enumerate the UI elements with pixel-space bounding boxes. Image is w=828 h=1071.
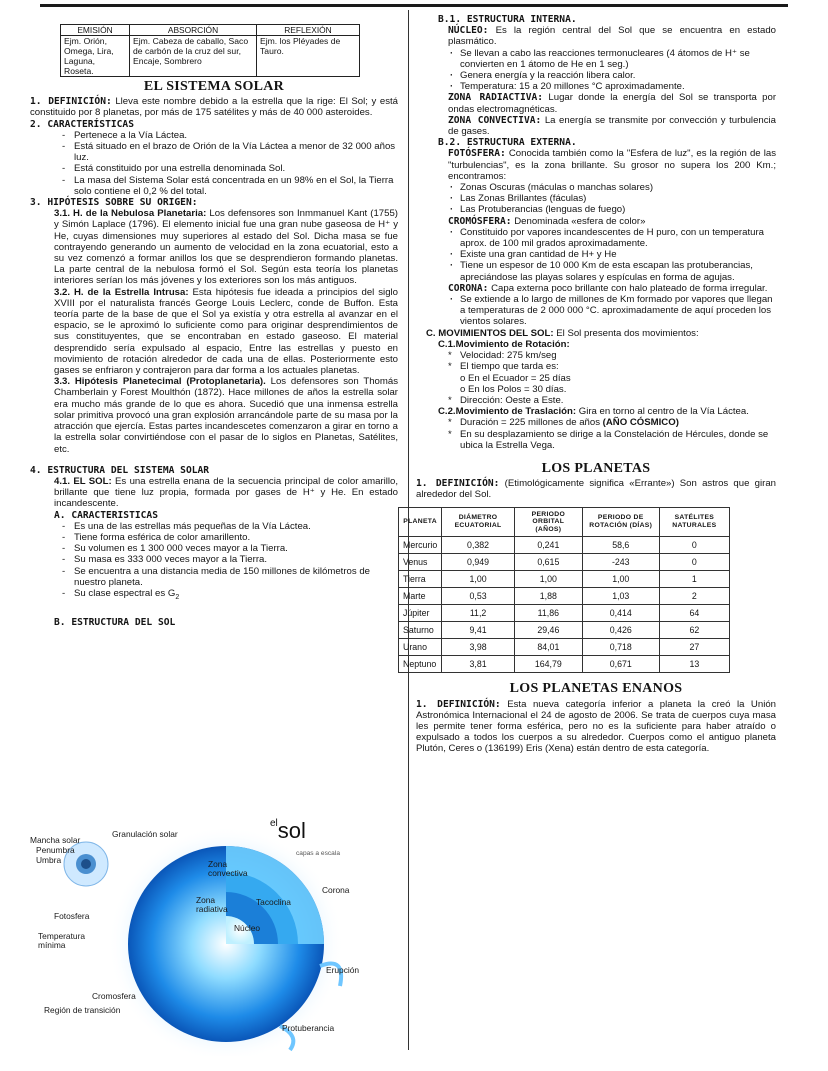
paragraph: Los defensores son Inmmanuel Kant (1755) y Simón Laplace (1796). El elemento inicial fue una gran nube gaseosa de H⁺ y He, cuyas dimensiones muy superiores al estado del Sol. Dicha masa se fue contrayendo generando un aumento de velocidad en la zona ecuatorial, esto a su vez comenzó a formar anillos los que se desprendieron formando planetas. La parte central de la nebulosa formó el Sol. Según esta teoría los planetas interiores serían los más jóvenes y los exteriores son los más antiguos. xyxy=(54,208,398,287)
table-row xyxy=(399,588,730,605)
planets-table xyxy=(398,507,730,674)
table-cell: 1,88 xyxy=(514,588,582,605)
table-cell: Marte xyxy=(399,588,442,605)
label-granulacion: Granulación solar xyxy=(112,829,178,839)
table-cell: Saturno xyxy=(399,622,442,639)
label-zona-convectiva: Zona convectiva xyxy=(208,859,248,878)
label-temperatura: Temperatura mínima xyxy=(38,931,86,950)
list-item: · Existe una gran cantidad de H+ y He xyxy=(460,249,776,260)
label-erupcion: Erupción xyxy=(326,965,360,975)
paragraph: Esta hipótesis fue ideada a principios del siglo XVIII por el naturalista francés George Louis Leclerc, conde de Buffon. Esta teoría parte de la base de que el Sol ya existía y otra estrella al avanzar en el espacio, se le aproximó lo suficiente como para originar desprendimientos de sus constituyentes, que se encontraban en estado gaseoso. El material desprendido sería expulsado al espacio, Entre las estrellas y puesto en movimiento de rotación alrededor de cada una de ellas. Posteriormente esto gases se enfriaron y contrajeron para dar forma a los actuales planetas. xyxy=(54,286,398,377)
figure-title-small: el xyxy=(270,818,278,829)
table-cell: 1,00 xyxy=(514,571,582,588)
subheading: ZONA CONVECTIVA: xyxy=(448,114,542,126)
table-cell: Tierra xyxy=(399,571,442,588)
list-item: · Las Zonas Brillantes (fáculas) xyxy=(460,193,776,204)
subheading: CROMÓSFERA: xyxy=(448,215,512,227)
table-header: REFLEXIÓN xyxy=(257,25,360,36)
list-item: - Está situado en el brazo de Orión de la Vía Láctea a menor de 32 000 años luz. xyxy=(74,141,398,163)
heading: 4. ESTRUCTURA DEL SISTEMA SOLAR xyxy=(30,464,210,476)
table-header: DIÁMETRO ECUATORIAL xyxy=(442,507,515,537)
bullet-list xyxy=(30,521,398,603)
subheading: 3.2. H. de la Estrella Intrusa: xyxy=(54,286,189,298)
nebula-types-table xyxy=(60,24,360,77)
list-item: · Las Protuberancias (lenguas de fuego) xyxy=(460,204,776,215)
paragraph: Conocida también como la "Esfera de luz", es la región de las "turbulencias", es la zona brillante. Su grosor no supera los 200 Km.; encontramos: xyxy=(448,148,776,182)
list-item xyxy=(74,588,398,603)
table-cell: Urano xyxy=(399,639,442,656)
table-header: PERIODO ORBITAL (AÑOS) xyxy=(514,507,582,537)
subheading: 4.1. EL SOL: xyxy=(54,475,112,487)
table-cell: 58,6 xyxy=(582,537,659,554)
table-header: EMISIÓN xyxy=(61,25,130,36)
heading: C. MOVIMIENTOS DEL SOL: xyxy=(426,327,554,339)
table-cell: 9,41 xyxy=(442,622,515,639)
label-cromosfera: Cromosfera xyxy=(92,991,136,1001)
section-title: LOS PLANETAS xyxy=(541,460,651,476)
section-title: EL SISTEMA SOLAR xyxy=(143,79,285,94)
heading: 3. HIPÓTESIS SOBRE SU ORIGEN: xyxy=(30,197,198,209)
table-cell: 11,2 xyxy=(442,605,515,622)
bullet-list xyxy=(416,417,776,451)
table-cell: 0 xyxy=(659,554,729,571)
list-item: * En su desplazamiento se dirige a la Constelación de Hércules, donde se ubica la Estrella Vega. xyxy=(460,429,776,451)
paragraph: Denominada «esfera de color» xyxy=(514,215,646,227)
subheading: ZONA RADIACTIVA: xyxy=(448,92,544,104)
table-cell: 29,46 xyxy=(514,622,582,639)
paragraph: Lleva este nombre debido a la estrella que la rige: El Sol; y está constituido por 8 planetas, por más de 175 satélites y más de 40 000 asteroides. xyxy=(30,96,398,119)
list-item: · Zonas Oscuras (máculas o manchas solares) xyxy=(460,182,776,193)
table-cell: 1,03 xyxy=(582,588,659,605)
table-cell: 1,00 xyxy=(582,571,659,588)
subheading: A. CARACTERISTICAS xyxy=(54,509,158,521)
list-item: · Se llevan a cabo las reacciones termonucleares (4 átomos de H⁺ se convierten en 1 átomo de He en 1 seg.) xyxy=(460,48,776,70)
label-mancha: Mancha solar xyxy=(30,835,81,845)
list-item: · Genera energía y la reacción libera calor. xyxy=(460,70,776,81)
table-row xyxy=(399,554,730,571)
heading: 1. DEFINICIÓN: xyxy=(30,96,112,108)
table-cell: Ejm. Cabeza de caballo, Saco de carbón de la cruz del sur, Encaje, Sombrero xyxy=(130,36,257,77)
section-title: LOS PLANETAS ENANOS xyxy=(509,681,683,697)
list-item: - La masa del Sistema Solar está concentrada en un 98% en el Sol, la Tierra solo contiene el 0,2 % del total. xyxy=(74,175,398,197)
subheading: 3.1. H. de la Nebulosa Planetaria: xyxy=(54,208,207,220)
paragraph: Los defensores son Thomás Chamberlain y Forest Moulthón (1872). Hace millones de años la estrella solar era mucho más grande de lo que es ahora. Sucedió que una inmensa estrella solar primitiva provocó una gran explosión arrancándole parte de su masa por la atracción que ejercía. Estas partes incandescetes comenzaron a girar en torno a la estrella solar convirtiéndose con el pasar de lo siglos en Planetas, Satélites, etc. xyxy=(54,376,398,455)
table-cell: 0,949 xyxy=(442,554,515,571)
table-cell: 0,718 xyxy=(582,639,659,656)
list-item: · Temperatura: 15 a 20 millones °C aproximadamente. xyxy=(460,81,776,92)
subheading: FOTÓSFERA: xyxy=(448,148,506,160)
list-item: * El tiempo que tarda es: xyxy=(460,361,776,372)
list-item: * Velocidad: 275 km/seg xyxy=(460,350,776,361)
heading: B.2. ESTRUCTURA EXTERNA. xyxy=(438,137,577,149)
table-cell: 27 xyxy=(659,639,729,656)
table-cell: 2 xyxy=(659,588,729,605)
umbra-core xyxy=(81,859,91,869)
table-row xyxy=(399,605,730,622)
heading: 1. DEFINICIÓN: xyxy=(416,478,500,490)
paragraph: Gira en torno al centro de la Vía Láctea. xyxy=(578,406,749,418)
figure-title-big: sol xyxy=(277,818,306,843)
list-item: - Es una de las estrellas más pequeñas de la Vía Láctea. xyxy=(74,521,398,532)
list-item-text: Su clase espectral es G xyxy=(74,587,176,599)
subheading: C.1.Movimiento de Rotación: xyxy=(438,338,570,350)
list-item: - Se encuentra a una distancia media de 150 millones de kilómetros de nuestro planeta. xyxy=(74,566,398,588)
label-protuberancia: Protuberancia xyxy=(282,1023,335,1033)
subheading: 3.3. Hipótesis Planetecimal (Protoplanetaria). xyxy=(54,376,266,388)
list-item: · Constituido por vapores incandescentes de H puro, con un temperatura aprox. de 100 mil grados aproximadamente. xyxy=(460,227,776,249)
label-penumbra: Penumbra xyxy=(36,845,75,855)
table-cell: Ejm. los Pléyades de Tauro. xyxy=(257,36,360,77)
table-row xyxy=(399,656,730,673)
label-fotosfera: Fotosfera xyxy=(54,911,90,921)
bullet-list xyxy=(416,350,776,372)
paragraph: Es la región central del Sol que se encuentra en estado plasmático. xyxy=(448,25,776,48)
table-cell: 0,241 xyxy=(514,537,582,554)
label-tacoclina: Tacoclina xyxy=(256,897,291,907)
list-item: · Se extiende a lo largo de millones de Km formado por vapores que llegan a temperaturas de 2 000 000 °C. aproximadamente de aquí proceden los vientos solares. xyxy=(460,294,776,328)
paragraph: Capa externa poco brillante con halo plateado de forma irregular. xyxy=(491,282,768,294)
table-cell: -243 xyxy=(582,554,659,571)
table-cell: Neptuno xyxy=(399,656,442,673)
list-item: · Tiene un espesor de 10 000 Km de esta escapan las protuberancias, apreciándose las playas solares y espículas en forma de agujas. xyxy=(460,260,776,282)
label-zona-radiativa: Zona radiativa xyxy=(196,895,228,914)
subheading: C.2.Movimiento de Traslación: xyxy=(438,406,577,418)
table-cell: 0,414 xyxy=(582,605,659,622)
heading: 1. DEFINICIÓN: xyxy=(416,698,501,710)
table-cell: 64 xyxy=(659,605,729,622)
subheading: CORONA: xyxy=(448,282,489,294)
table-cell: 0 xyxy=(659,537,729,554)
table-cell: 1,00 xyxy=(442,571,515,588)
table-cell: 0,671 xyxy=(582,656,659,673)
list-item: - Pertenece a la Vía Láctea. xyxy=(74,130,398,141)
list-item-bold: (AÑO CÓSMICO) xyxy=(602,417,679,429)
list-item-text: Duración = 225 millones de años xyxy=(460,417,600,429)
table-cell: 1 xyxy=(659,571,729,588)
paragraph: Lugar donde la energía del Sol se transporta por ondas electromagnéticas. xyxy=(448,92,777,115)
paragraph: Esta nueva categoría inferior a planeta la creó la Unión Astronómica Internacional el 24 de agosto de 2006. Se trata de cuerpos cuya masa les permite tener forma esférica, pero no es la suficiente para haber atraído o expulsado a todos los cuerpos a su alrededor. Cuerpos como el antiguo planeta Plutón, Ceres o (136199) Eris (Xena) están dentro de esta categoría. xyxy=(416,698,776,755)
table-cell: 164,79 xyxy=(514,656,582,673)
list-item: - Está constituido por una estrella denominada Sol. xyxy=(74,163,398,174)
list-item: - Su volumen es 1 300 000 veces mayor a la Tierra. xyxy=(74,543,398,554)
table-cell: 3,98 xyxy=(442,639,515,656)
list-item xyxy=(460,417,776,428)
sun-structure-diagram xyxy=(30,816,378,1056)
table-header: PLANETA xyxy=(399,507,442,537)
table-cell: Ejm. Orión, Omega, Lira, Laguna, Roseta. xyxy=(61,36,130,77)
label-nucleo: Núcleo xyxy=(234,923,261,933)
heading: B.1. ESTRUCTURA INTERNA. xyxy=(438,14,577,25)
sub-item: o En los Polos = 30 días. xyxy=(460,383,567,395)
table-cell: 11,86 xyxy=(514,605,582,622)
table-cell: 13 xyxy=(659,656,729,673)
subheading: B. ESTRUCTURA DEL SOL xyxy=(54,617,176,629)
scale-note: capas a escala xyxy=(296,850,340,857)
left-column xyxy=(30,24,398,628)
heading: 2. CARACTERÍSTICAS xyxy=(30,118,134,130)
table-cell: 84,01 xyxy=(514,639,582,656)
bullet-list xyxy=(416,48,776,93)
paragraph: El Sol presenta dos movimientos: xyxy=(556,327,699,339)
label-transicion: Región de transición xyxy=(44,1005,121,1015)
subscript: 2 xyxy=(175,593,180,601)
table-row xyxy=(399,571,730,588)
bullet-list xyxy=(416,227,776,283)
subheading: NÚCLEO: xyxy=(448,25,489,37)
table-cell: Júpiter xyxy=(399,605,442,622)
list-item: - Su masa es 333 000 veces mayor a la Tierra. xyxy=(74,554,398,565)
table-cell: 62 xyxy=(659,622,729,639)
paragraph: Es una estrella enana de la secuencia principal de color amarillo, brillante que tiene luz propia, formada por gases de H⁺ y He. En estado incandescente. xyxy=(54,475,398,510)
table-cell: 0,426 xyxy=(582,622,659,639)
paragraph: La energía se transmite por convección y turbulencia de gases. xyxy=(448,114,777,138)
label-corona: Corona xyxy=(322,885,350,895)
right-column xyxy=(403,14,777,755)
table-cell: Venus xyxy=(399,554,442,571)
bullet-list xyxy=(30,130,398,197)
bullet-list xyxy=(416,395,776,406)
table-cell: Mercurio xyxy=(399,537,442,554)
table-row xyxy=(399,537,730,554)
list-item: - Tiene forma esférica de color amarillento. xyxy=(74,532,398,543)
table-cell: 0,53 xyxy=(442,588,515,605)
table-header: PERIODO DE ROTACIÓN (DÍAS) xyxy=(582,507,659,537)
table-cell: 0,615 xyxy=(514,554,582,571)
figure-title xyxy=(270,818,306,844)
paragraph: (Etimológicamente significa «Errante») Son astros que giran alrededor del Sol. xyxy=(416,478,776,501)
bullet-list xyxy=(416,182,776,216)
table-cell: 0,382 xyxy=(442,537,515,554)
table-cell: 3,81 xyxy=(442,656,515,673)
top-rule xyxy=(40,4,788,7)
table-row xyxy=(399,639,730,656)
sub-item: o En el Ecuador = 25 días xyxy=(460,372,571,384)
table-row xyxy=(399,622,730,639)
table-header: SATÉLITES NATURALES xyxy=(659,507,729,537)
list-item: * Dirección: Oeste a Este. xyxy=(460,395,776,406)
label-umbra: Umbra xyxy=(36,855,62,865)
bullet-list xyxy=(416,294,776,328)
table-header: ABSORCIÓN xyxy=(130,25,257,36)
